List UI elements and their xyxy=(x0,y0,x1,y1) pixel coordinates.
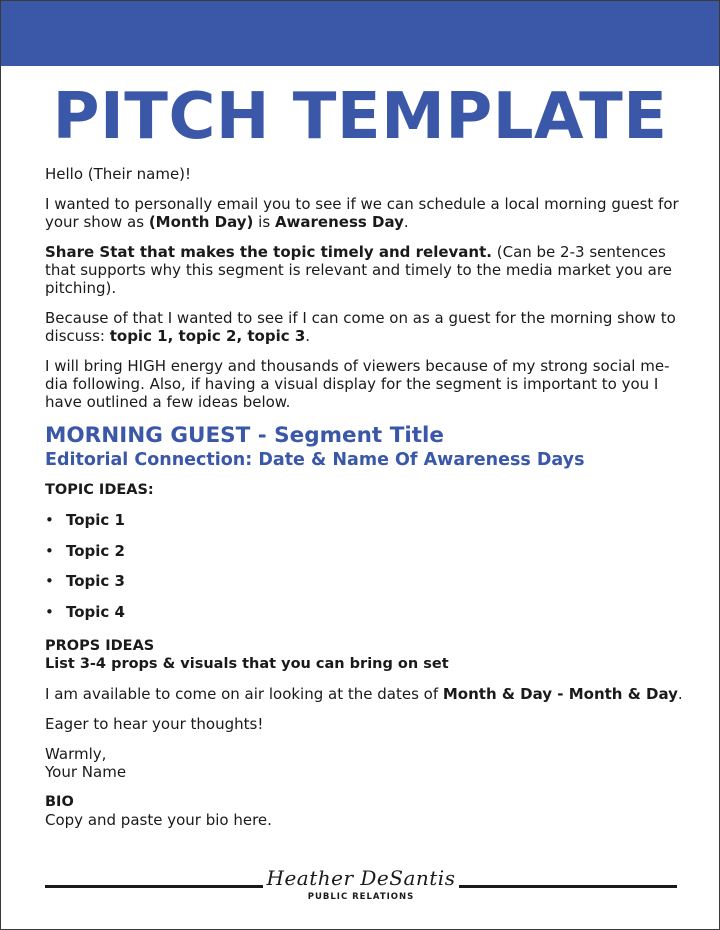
bio-section xyxy=(45,793,685,829)
date-range-placeholder: Month & Day - Month & Day xyxy=(442,685,678,703)
availability-paragraph xyxy=(45,685,685,703)
topic-label: Topic 4 xyxy=(66,602,125,621)
month-day-placeholder: (Month Day) xyxy=(148,213,254,231)
footer-logo xyxy=(45,865,677,915)
topic-label: Topic 3 xyxy=(66,572,125,590)
divider-left xyxy=(45,885,263,888)
segment-subtitle: Editorial Connection: Date & Name Of Awareness Days xyxy=(45,450,585,470)
intro-paragraph xyxy=(45,195,685,231)
props-instruction: List 3-4 props & visuals that you can bring on set xyxy=(45,656,449,672)
header-band xyxy=(1,1,719,66)
signoff xyxy=(45,745,685,781)
page-title: PITCH TEMPLATE xyxy=(52,80,668,154)
list-item xyxy=(45,603,685,634)
discuss-end: . xyxy=(305,327,311,345)
stat-instruction: Share Stat that makes the topic timely and relevant. xyxy=(45,243,492,261)
greeting: Hello (Their name)! xyxy=(45,165,192,183)
intro-text: I wanted to personally email you to see if we can schedule a local morning guest for your show as xyxy=(45,195,679,231)
topic-label: Topic 2 xyxy=(66,541,125,560)
bullet-icon: • xyxy=(45,541,54,560)
closing-question: Eager to hear your thoughts! xyxy=(45,715,264,733)
bullet-icon: • xyxy=(45,602,54,621)
topic-label: Topic 1 xyxy=(66,511,125,529)
energy-paragraph: I will bring HIGH energy and thousands of viewers because of my strong social media following. Also, if having a visual display for the segment is important to you I have outlined a few ideas below. xyxy=(45,357,670,411)
divider-right xyxy=(459,885,677,888)
props-heading: PROPS IDEAS xyxy=(45,638,155,654)
topic-list xyxy=(45,511,685,633)
sender-name: Your Name xyxy=(45,763,127,781)
bio-heading: BIO xyxy=(45,794,74,810)
list-item xyxy=(45,511,685,542)
awareness-day-placeholder: Awareness Day xyxy=(274,213,404,231)
topic-ideas-heading: TOPIC IDEAS: xyxy=(45,482,154,498)
bullet-icon: • xyxy=(45,511,54,529)
topic-list-inline: topic 1, topic 2, topic 3 xyxy=(109,327,306,345)
discuss-text: Because of that I wanted to see if I can come on as a guest for the morning show to discuss: xyxy=(45,309,676,345)
logo-tagline: PUBLIC RELATIONS xyxy=(307,892,415,902)
bullet-icon: • xyxy=(45,572,54,590)
bio-text: Copy and paste your bio here. xyxy=(45,811,272,829)
logo xyxy=(263,865,459,903)
segment-title: MORNING GUEST - Segment Title xyxy=(45,423,444,448)
availability-end: . xyxy=(677,685,683,703)
list-item xyxy=(45,542,685,573)
intro-text-end: . xyxy=(403,213,409,231)
closing-word: Warmly, xyxy=(45,745,107,763)
stat-note: (Can be 2-3 sentences that supports why this segment is relevant and timely to the media market you are pitching). xyxy=(45,243,672,297)
intro-text-2: is xyxy=(253,213,275,231)
list-item xyxy=(45,572,685,603)
signature-logo-text: Heather DeSantis xyxy=(266,866,456,890)
discuss-paragraph xyxy=(45,309,685,345)
stat-paragraph xyxy=(45,243,685,297)
availability-text: I am available to come on air looking at the dates of xyxy=(45,685,443,703)
letter-body xyxy=(45,165,685,829)
